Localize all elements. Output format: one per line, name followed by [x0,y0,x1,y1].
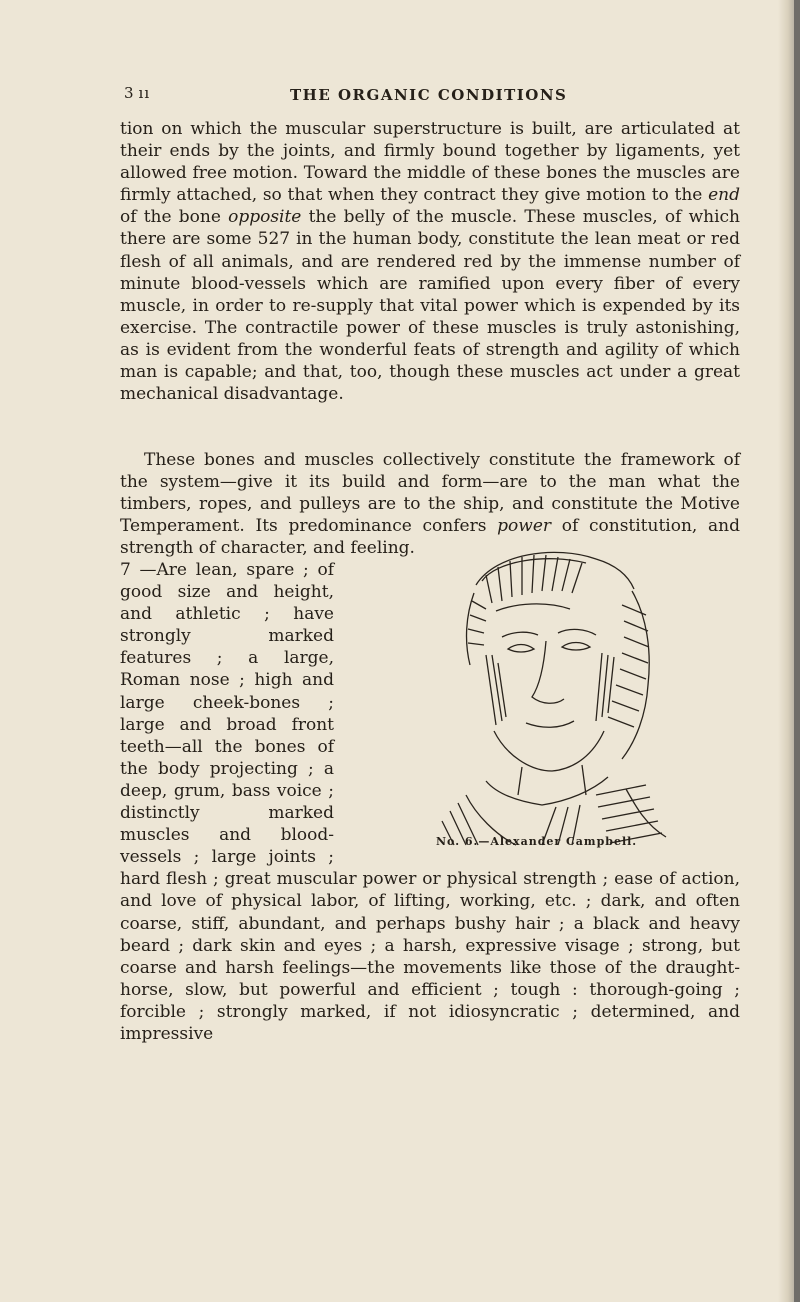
paragraph-item-7: 7 —Are lean, spare ; of good size and height, and athletic ; have strongly marked features ; a large, Roman nose ; high and large cheek-bones ; large and broad front teeth—all the bones of the body projecting ; a deep, grum, bass voice ; distinctly marked muscles and blood-vessels ; large joints ; hard flesh ; great muscular power or physical strength ; ease of action, and love of physical labor, of lifting, working, etc. ; dark, and often coarse, stiff, abundant, and perhaps bushy hair ; a black and heavy beard ; dark skin and eyes ; a harsh, expressive visage ; strong, but coarse and harsh feelings—the movements like those of the draught-horse, slow, but powerful and efficient ; tough : thorough-going ; forcible ; strongly marked, if not idiosyncratic ; determined, and impressive [120,560,740,1044]
page-edge-dark [794,0,800,1302]
figure-caption: No. 6.—Alexander Campbell. [436,834,638,848]
text-span: These bones and muscles collectively constitute the framework of the system—give it its build and form—are to the man what the timbers, ropes, and pulleys are to the ship, and constitute the Motive Temperament. Its predominance confers [120,450,740,537]
emphasis: end [708,185,740,206]
running-title: THE ORGANIC CONDITIONS [290,86,568,104]
emphasis: power [497,516,552,537]
text-span: of constitution, and strength of character, and feeling. [120,516,741,559]
running-head [0,84,800,108]
paragraph-motive-temperament [120,449,740,559]
portrait-engraving-icon [346,545,740,851]
item-7-with-figure [120,559,740,1045]
portrait-figure [346,545,740,851]
emphasis: opposite [228,207,302,228]
text-span: tion on which the muscular superstructure is built, are articulated at their ends by the joints, and firmly bound together by ligaments, yet allowed free motion. Toward the middle of these bones the muscles are firmly attached, so that when they contract they give motion to the [120,119,740,206]
page-number: 3 ıı [124,84,151,102]
paragraph-muscles [120,118,740,405]
text-span: of the bone [120,207,229,228]
text-span: the belly of the muscle. These muscles, of which there are some 527 in the human body, constitute the lean meat or red flesh of all animals, and are rendered red by the immense number of minute blood-vessels which are ramified upon every fiber of every muscle, in order to re-supply that vital power which is expended by its exercise. The contractile power of these muscles is truly astonishing, as is evident from the wonderful feats of strength and agility of which man is capable; and that, too, though these muscles act under a great mechanical disadvantage. [120,207,740,405]
